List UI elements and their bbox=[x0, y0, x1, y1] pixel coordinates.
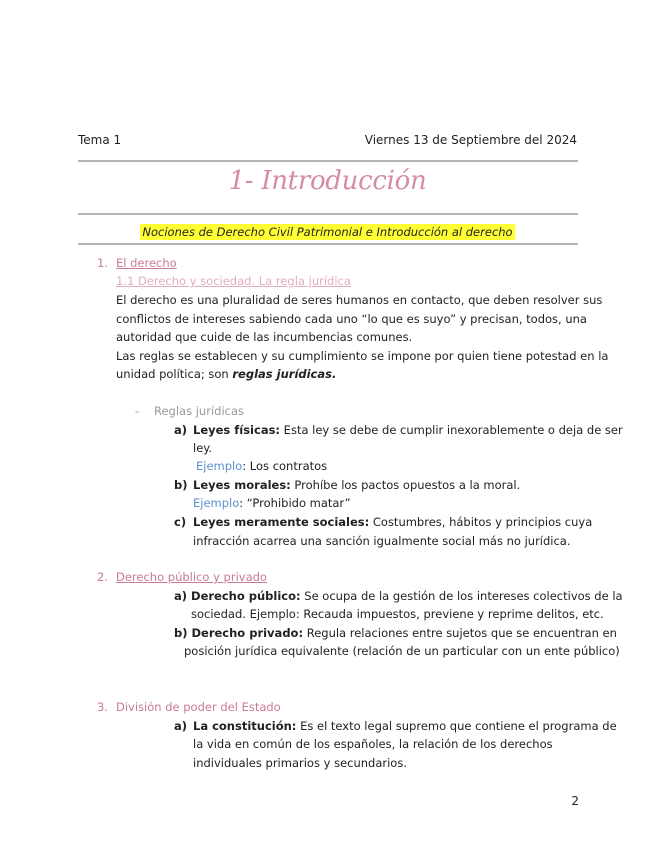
item-text: Esta ley se debe de cumplir inexorablemente o deja de ser bbox=[280, 423, 623, 437]
item-continuation: individuales primarios y secundarios. bbox=[193, 756, 407, 770]
item-marker: a) bbox=[174, 719, 188, 733]
item-text: Se ocupa de la gestión de los intereses colectivos de la bbox=[300, 589, 623, 603]
section-1-number: 1. bbox=[97, 256, 108, 270]
page-number: 2 bbox=[571, 794, 579, 808]
paragraph-1-line: conflictos de intereses sabiendo cada uno “lo que es suyo” y precisan, todos, una bbox=[116, 312, 587, 326]
item-marker: b) bbox=[174, 478, 188, 492]
header-topic: Tema 1 bbox=[78, 133, 122, 147]
item-term: a) Derecho público: bbox=[174, 589, 301, 603]
item-text: Regula relaciones entre sujetos que se encuentran en bbox=[303, 626, 617, 640]
subtitle-highlight: Nociones de Derecho Civil Patrimonial e Introducción al derecho bbox=[142, 225, 513, 239]
item-text: Costumbres, hábitos y principios cuya bbox=[369, 515, 593, 529]
item-continuation: la vida en común de los españoles, la relación de los derechos bbox=[193, 737, 553, 751]
paragraph-2-line bbox=[116, 367, 336, 381]
item-term: Leyes físicas: bbox=[193, 423, 281, 437]
list-item-derecho-privado bbox=[174, 626, 617, 640]
example-line bbox=[193, 496, 351, 510]
item-continuation: infracción acarrea una sanción igualmente social más no jurídica. bbox=[193, 534, 571, 548]
list-item-leyes-sociales bbox=[193, 515, 592, 529]
title-rule bbox=[78, 213, 578, 215]
item-term: b) Derecho privado: bbox=[174, 626, 304, 640]
list-item-derecho-publico bbox=[174, 589, 623, 603]
subtitle-container bbox=[0, 221, 655, 240]
header-date: Viernes 13 de Septiembre del 2024 bbox=[364, 133, 577, 147]
example-label: Ejemplo bbox=[196, 459, 243, 473]
item-term: La constitución: bbox=[193, 719, 297, 733]
list-item-leyes-fisicas bbox=[193, 423, 623, 437]
section-1-title: El derecho bbox=[116, 256, 177, 270]
section-2-title: Derecho público y privado bbox=[116, 570, 267, 584]
top-rule bbox=[78, 160, 578, 162]
paragraph-1-line: El derecho es una pluralidad de seres humanos en contacto, que deben resolver sus bbox=[116, 293, 603, 307]
list-item-leyes-morales bbox=[193, 478, 520, 492]
item-continuation: ley. bbox=[193, 441, 213, 455]
section-2-number: 2. bbox=[97, 570, 108, 584]
item-continuation: sociedad. Ejemplo: Recauda impuestos, previene y reprime delitos, etc. bbox=[191, 607, 604, 621]
item-marker: c) bbox=[174, 515, 187, 529]
item-text: Es el texto legal supremo que contiene el programa de bbox=[296, 719, 617, 733]
example-text: : Los contratos bbox=[242, 459, 328, 473]
subtitle-rule bbox=[78, 243, 578, 245]
item-term: Leyes meramente sociales: bbox=[193, 515, 370, 529]
item-term: Leyes morales: bbox=[193, 478, 291, 492]
example-text: : “Prohibido matar” bbox=[239, 496, 351, 510]
section-3-title: División de poder del Estado bbox=[116, 700, 281, 714]
paragraph-2-text: unidad política; son bbox=[116, 367, 233, 381]
item-marker: a) bbox=[174, 423, 188, 437]
section-3-number: 3. bbox=[97, 700, 108, 714]
page-title: 1- Introducción bbox=[228, 166, 427, 196]
paragraph-2-line: Las reglas se establecen y su cumplimiento se impone por quien tiene potestad en la bbox=[116, 349, 609, 363]
dash-bullet: - bbox=[135, 404, 140, 418]
paragraph-1-line: autoridad que cuide de las incumbencias comunes. bbox=[116, 330, 413, 344]
list-item-constitucion bbox=[193, 719, 617, 733]
reglas-juridicas-emphasis: reglas jurídicas. bbox=[232, 367, 337, 381]
example-label: Ejemplo bbox=[193, 496, 240, 510]
example-line bbox=[196, 459, 327, 473]
subsection-1-1-title: 1.1 Derecho y sociedad. La regla jurídica bbox=[116, 274, 351, 288]
reglas-juridicas-label: Reglas jurídicas bbox=[154, 404, 245, 418]
item-text: Prohíbe los pactos opuestos a la moral. bbox=[290, 478, 521, 492]
item-continuation: posición jurídica equivalente (relación de un particular con un ente público) bbox=[184, 644, 620, 658]
